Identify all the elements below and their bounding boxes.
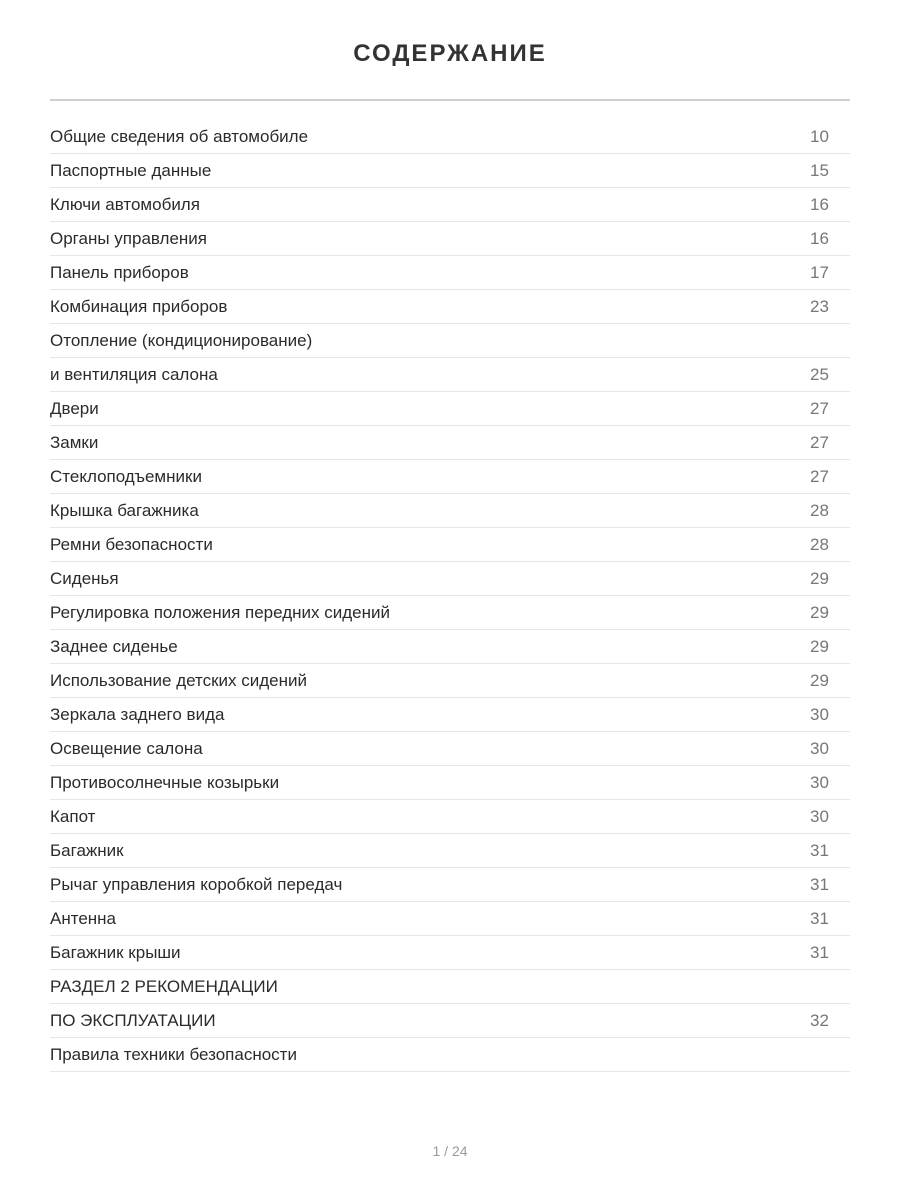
toc-entry[interactable] bbox=[50, 732, 850, 766]
toc-entry[interactable] bbox=[50, 630, 850, 664]
toc-entry[interactable] bbox=[50, 834, 850, 868]
toc-entry-title: Двери bbox=[50, 399, 99, 418]
toc-entry-title: Регулировка положения передних сидений bbox=[50, 603, 390, 622]
toc-entry[interactable] bbox=[50, 494, 850, 528]
toc-entry-title: Паспортные данные bbox=[50, 161, 212, 180]
toc-entry[interactable] bbox=[50, 426, 850, 460]
toc-entry-page-number: 27 bbox=[810, 467, 829, 486]
toc-entry-page-number: 31 bbox=[810, 875, 829, 894]
toc-entry-page-number: 17 bbox=[810, 263, 829, 282]
toc-entry[interactable] bbox=[50, 358, 850, 392]
toc-entry-title: Правила техники безопасности bbox=[50, 1045, 297, 1064]
toc-entry[interactable] bbox=[50, 970, 850, 1004]
toc-entry-title: Отопление (кондиционирование) bbox=[50, 331, 313, 350]
toc-entry-page-number: 31 bbox=[810, 909, 829, 928]
toc-entry-page-number: 29 bbox=[810, 603, 829, 622]
toc-entry-title: Багажник bbox=[50, 841, 124, 860]
toc-entry-page-number: 27 bbox=[810, 433, 829, 452]
toc-entry[interactable] bbox=[50, 324, 850, 358]
toc-entry[interactable] bbox=[50, 222, 850, 256]
toc-entry[interactable] bbox=[50, 766, 850, 800]
toc-entry-title: Стеклоподъемники bbox=[50, 467, 202, 486]
toc-entry[interactable] bbox=[50, 868, 850, 902]
toc-entry-title: и вентиляция салона bbox=[50, 365, 218, 384]
toc-entry[interactable] bbox=[50, 290, 850, 324]
table-of-contents bbox=[50, 120, 850, 1072]
toc-entry-page-number: 32 bbox=[810, 1011, 829, 1030]
toc-entry-title: Комбинация приборов bbox=[50, 297, 228, 316]
page-indicator: 1 / 24 bbox=[432, 1143, 468, 1159]
title-divider bbox=[50, 99, 850, 101]
toc-entry-page-number: 10 bbox=[810, 127, 829, 146]
toc-entry-page-number: 27 bbox=[810, 399, 829, 418]
toc-entry-page-number: 30 bbox=[810, 705, 829, 724]
toc-entry-page-number: 29 bbox=[810, 671, 829, 690]
toc-entry-title: Панель приборов bbox=[50, 263, 189, 282]
toc-entry-page-number: 28 bbox=[810, 501, 829, 520]
toc-entry-page-number: 28 bbox=[810, 535, 829, 554]
toc-entry[interactable] bbox=[50, 1004, 850, 1038]
toc-entry-title: РАЗДЕЛ 2 РЕКОМЕНДАЦИИ bbox=[50, 977, 278, 996]
toc-entry-title: Освещение салона bbox=[50, 739, 203, 758]
toc-entry-page-number: 30 bbox=[810, 773, 829, 792]
toc-entry[interactable] bbox=[50, 154, 850, 188]
toc-entry-title: Заднее сиденье bbox=[50, 637, 178, 656]
toc-entry-title: Противосолнечные козырьки bbox=[50, 773, 280, 792]
toc-entry[interactable] bbox=[50, 256, 850, 290]
toc-entry-page-number: 16 bbox=[810, 195, 829, 214]
toc-entry[interactable] bbox=[50, 902, 850, 936]
toc-entry[interactable] bbox=[50, 528, 850, 562]
toc-entry-title: Багажник крыши bbox=[50, 943, 181, 962]
toc-entry[interactable] bbox=[50, 800, 850, 834]
toc-entry[interactable] bbox=[50, 1038, 850, 1072]
toc-entry-title: Использование детских сидений bbox=[50, 671, 308, 690]
toc-entry-title: Общие сведения об автомобиле bbox=[50, 127, 309, 146]
toc-entry-title: Капот bbox=[50, 807, 96, 826]
toc-entry-title: Рычаг управления коробкой передач bbox=[50, 875, 343, 894]
toc-entry-page-number: 31 bbox=[810, 943, 829, 962]
toc-entry-page-number: 16 bbox=[810, 229, 829, 248]
toc-entry[interactable] bbox=[50, 596, 850, 630]
toc-entry-page-number: 23 bbox=[810, 297, 829, 316]
toc-entry[interactable] bbox=[50, 664, 850, 698]
toc-entry-title: Ремни безопасности bbox=[50, 535, 213, 554]
toc-entry-page-number: 29 bbox=[810, 569, 829, 588]
toc-entry-page-number: 25 bbox=[810, 365, 829, 384]
toc-entry-title: Органы управления bbox=[50, 229, 208, 248]
toc-entry-title: Сиденья bbox=[50, 569, 119, 588]
toc-entry[interactable] bbox=[50, 936, 850, 970]
toc-entry-page-number: 30 bbox=[810, 739, 829, 758]
toc-entry-title: Зеркала заднего вида bbox=[50, 705, 225, 724]
toc-entry[interactable] bbox=[50, 698, 850, 732]
toc-entry-page-number: 15 bbox=[810, 161, 829, 180]
toc-entry[interactable] bbox=[50, 562, 850, 596]
toc-entry-page-number: 29 bbox=[810, 637, 829, 656]
toc-entry-page-number: 30 bbox=[810, 807, 829, 826]
toc-entry-title: Антенна bbox=[50, 909, 117, 928]
toc-entry-title: ПО ЭКСПЛУАТАЦИИ bbox=[50, 1011, 216, 1030]
toc-entry-title: Замки bbox=[50, 433, 99, 452]
toc-entry[interactable] bbox=[50, 120, 850, 154]
page-title: СОДЕРЖАНИЕ bbox=[353, 40, 547, 67]
toc-entry-title: Ключи автомобиля bbox=[50, 195, 200, 214]
toc-entry[interactable] bbox=[50, 460, 850, 494]
toc-entry-page-number: 31 bbox=[810, 841, 829, 860]
toc-entry-title: Крышка багажника bbox=[50, 501, 199, 520]
toc-entry[interactable] bbox=[50, 188, 850, 222]
toc-entry[interactable] bbox=[50, 392, 850, 426]
